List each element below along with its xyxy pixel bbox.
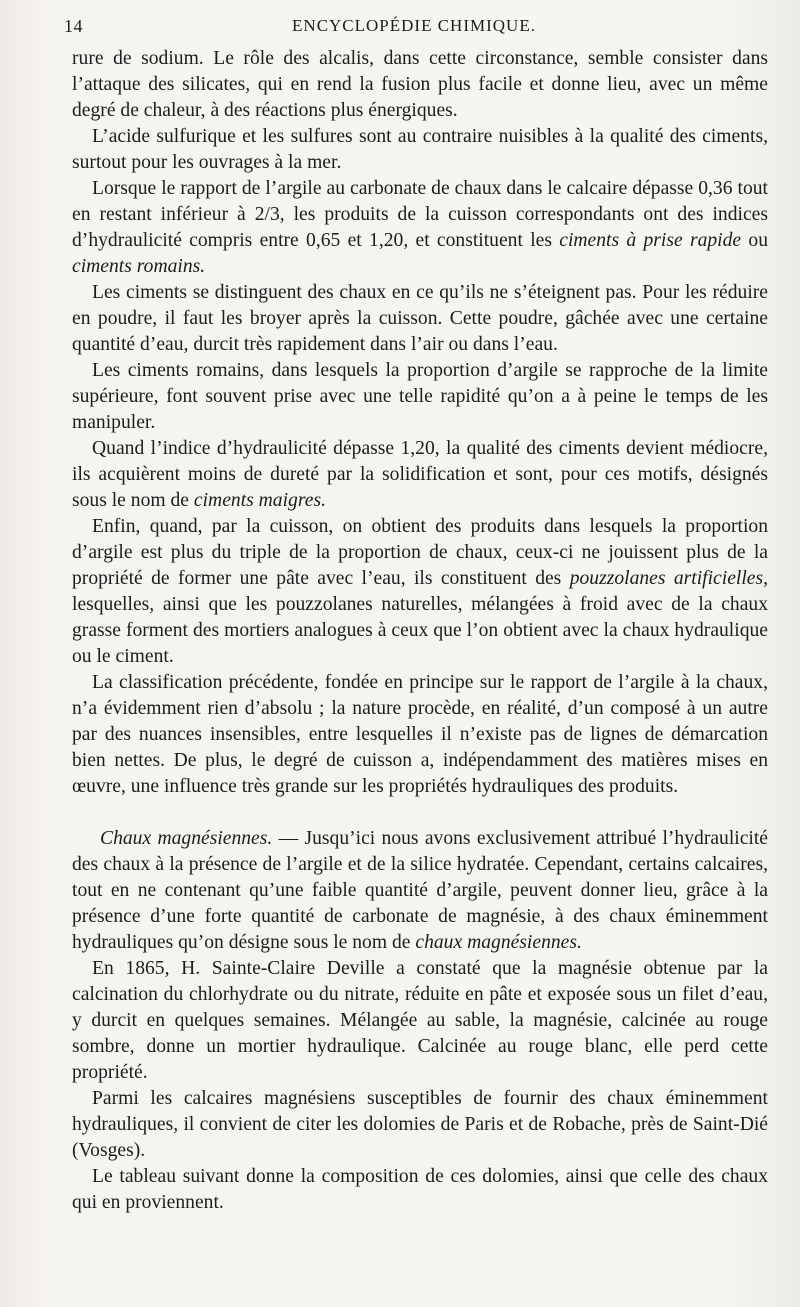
text-run: Les ciments se distinguent des chaux en ce qu’ils ne s’éteignent pas. Pour les réduire en poudre, il faut les broyer après la cuisson. Cette poudre, gâchée avec une certaine quantité d’eau, durcit très rapidement dans l’air ou dans l’eau. bbox=[72, 282, 768, 355]
text-run: ou bbox=[741, 230, 768, 251]
page-header bbox=[64, 16, 764, 38]
paragraph bbox=[72, 358, 768, 436]
text-run: Lorsque le rapport de l’argile au carbonate de chaux dans le calcaire dépasse 0,36 tout en restant inférieur à 2/3, les produits de la cuisson correspondants ont des indices d’hydraulicité compris entre 0,65 et 1,20, et constituent les bbox=[72, 178, 768, 251]
text-run: Enfin, quand, par la cuisson, on obtient des produits dans lesquels la proportion d’argile est plus du triple de la proportion de chaux, ceux-ci ne jouissent plus de la propriété de former une pâte avec l’eau, ils constituent des bbox=[72, 516, 768, 589]
paragraph bbox=[72, 956, 768, 1086]
italic-text: ciments romains. bbox=[72, 256, 206, 277]
text-run: En 1865, H. Sainte-Claire Deville a constaté que la magnésie obtenue par la calcination du chlorhydrate ou du nitrate, réduite en pâte et exposée sous un filet d’eau, y durcit en quelques semaines. Mélangée au sable, la magnésie, calcinée au rouge sombre, donne un mortier hydraulique. Calcinée au rouge blanc, elle perd cette propriété. bbox=[72, 958, 768, 1083]
section-paragraph bbox=[72, 826, 768, 956]
body-text bbox=[72, 46, 768, 1216]
paragraph bbox=[72, 1164, 768, 1216]
text-run: lesquelles, ainsi que les pouzzolanes naturelles, mélangées à froid avec de la chaux grasse forment des mortiers analogues à ceux que l’on obtient avec la chaux hydraulique ou le ciment. bbox=[72, 594, 768, 667]
text-run: Les ciments romains, dans lesquels la proportion d’argile se rapproche de la limite supérieure, font souvent prise avec une telle rapidité qu’on a à peine le temps de les manipuler. bbox=[72, 360, 768, 433]
paragraph bbox=[72, 436, 768, 514]
page-number: 14 bbox=[64, 16, 83, 36]
italic-text: ciments à prise rapide bbox=[559, 230, 742, 251]
running-title: ENCYCLOPÉDIE CHIMIQUE. bbox=[292, 16, 536, 35]
paragraph bbox=[72, 514, 768, 670]
paragraph bbox=[72, 1086, 768, 1164]
italic-text: pouzzolanes artificielles, bbox=[569, 568, 768, 589]
paragraph bbox=[72, 124, 768, 176]
text-run: La classification précédente, fondée en principe sur le rapport de l’argile à la chaux, n’a évidemment rien d’absolu ; la nature procède, en réalité, d’un composé à un autre par des nuances insensibles, entre lesquelles il n’existe pas de lignes de démarcation bien nettes. De plus, le degré de cuisson a, indépendamment des matières mises en œuvre, une influence très grande sur les propriétés hydrauliques des produits. bbox=[72, 672, 768, 797]
text-run: Parmi les calcaires magnésiens susceptibles de fournir des chaux éminemment hydrauliques, il convient de citer les dolomies de Paris et de Robache, près de Saint-Dié (Vosges). bbox=[72, 1088, 768, 1161]
text-run: — Jusqu’ici nous avons exclusivement attribué l’hydraulicité des chaux à la présence de l’argile et de la silice hydratée. Cependant, certains calcaires, tout en ne contenant qu’une faible quantité d’argile, peuvent donner lieu, grâce à la présence d’une forte quantité de carbonate de magnésie, à des chaux éminemment hydrauliques qu’on désigne sous le nom de bbox=[72, 828, 769, 953]
paragraph bbox=[72, 670, 768, 800]
italic-text: Chaux magnésiennes. bbox=[100, 828, 273, 849]
italic-text: chaux magnésiennes. bbox=[415, 932, 582, 953]
paragraph bbox=[72, 46, 768, 124]
paragraph bbox=[72, 176, 768, 280]
text-run: Le tableau suivant donne la composition de ces dolomies, ainsi que celle des chaux qui en proviennent. bbox=[72, 1166, 768, 1213]
paragraph bbox=[72, 280, 768, 358]
text-run: L’acide sulfurique et les sulfures sont au contraire nuisibles à la qualité des ciments, surtout pour les ouvrages à la mer. bbox=[72, 126, 768, 173]
italic-text: ciments maigres. bbox=[193, 490, 326, 511]
text-run: Quand l’indice d’hydraulicité dépasse 1,20, la qualité des ciments devient médiocre, ils acquièrent moins de dureté par la solidification et sont, pour ces motifs, désignés sous le nom de bbox=[72, 438, 768, 511]
text-run: rure de sodium. Le rôle des alcalis, dans cette circonstance, semble consister dans l’attaque des silicates, qui en rend la fusion plus facile et donne lieu, avec un même degré de chaleur, à des réactions plus énergiques. bbox=[72, 48, 768, 121]
